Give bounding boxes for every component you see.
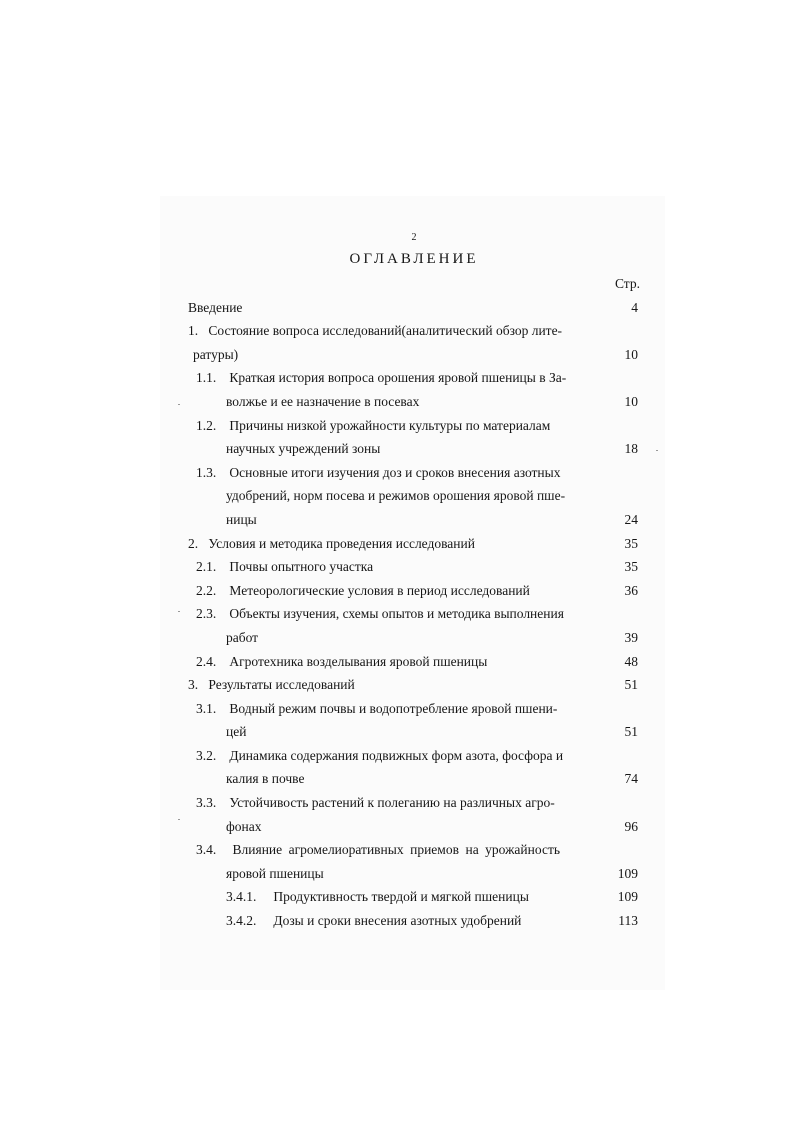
toc-entry-3-4 — [196, 842, 560, 858]
toc-entry-text: Краткая история вопроса орошения яровой пшеницы в За- — [229, 370, 567, 385]
toc-entry-number: 2.1. — [196, 559, 217, 574]
toc-entry-3-2-continuation — [226, 771, 304, 787]
toc-entry-text: Введение — [188, 300, 243, 315]
toc-entry-2 — [188, 536, 475, 552]
toc-entry-1-3-continuation — [226, 488, 565, 504]
toc-entry-3-4-continuation — [226, 866, 324, 882]
toc-entry-number: 3.1. — [196, 701, 217, 716]
toc-page-number: 51 — [624, 677, 638, 692]
toc-entry-text: научных учреждений зоны — [226, 441, 381, 456]
toc-entry-text: Продуктивность твердой и мягкой пшеницы — [273, 889, 529, 904]
toc-page-number: 10 — [624, 394, 638, 409]
toc-page-number: 36 — [624, 583, 638, 598]
toc-page-number: 74 — [624, 771, 638, 786]
toc-entry-text: Метеорологические условия в период исследований — [229, 583, 530, 598]
toc-entry-text: Причины низкой урожайности культуры по материалам — [229, 418, 551, 433]
toc-page-number: 48 — [624, 654, 638, 669]
toc-entry-text: Почвы опытного участка — [229, 559, 374, 574]
toc-entry-text: удобрений, норм посева и режимов орошения яровой пше- — [226, 488, 566, 503]
toc-entry-text: Состояние вопроса исследований(аналитический обзор лите- — [208, 323, 563, 338]
toc-entry-introduction — [188, 300, 242, 316]
toc-entry-number: 3.4. — [196, 842, 217, 857]
toc-entry-2-1 — [196, 559, 373, 575]
toc-entry-number: 2.2. — [196, 583, 217, 598]
toc-entry-number: 1.3. — [196, 465, 217, 480]
toc-entry-text: Основные итоги изучения доз и сроков внесения азотных — [229, 465, 561, 480]
toc-page-number: 96 — [624, 819, 638, 834]
toc-entry-3-4-1 — [226, 889, 529, 905]
toc-entry-3-1-continuation — [226, 724, 246, 740]
toc-page-number: 18 — [624, 441, 638, 456]
toc-entry-text: Объекты изучения, схемы опытов и методика выполнения — [229, 606, 564, 621]
toc-entry-number: 2.3. — [196, 606, 217, 621]
toc-entry-3-3-continuation — [226, 819, 261, 835]
toc-entry-1-2 — [196, 418, 550, 434]
toc-page-number: 4 — [631, 300, 638, 315]
toc-entry-2-3-continuation — [226, 630, 258, 646]
scan-speck — [656, 450, 658, 451]
toc-entry-1-continuation — [193, 347, 238, 363]
toc-entry-1 — [188, 323, 562, 339]
scan-speck — [178, 404, 180, 405]
toc-entry-3-4-2 — [226, 913, 521, 929]
toc-page-number: 10 — [624, 347, 638, 362]
toc-entry-number: 2.4. — [196, 654, 217, 669]
toc-entry-text: работ — [226, 630, 259, 645]
toc-entry-text: ратуры) — [193, 347, 239, 362]
toc-entry-text: Устойчивость растений к полеганию на различных агро- — [229, 795, 555, 810]
toc-entry-text: Дозы и сроки внесения азотных удобрений — [273, 913, 522, 928]
toc-entry-text: волжье и ее назначение в посевах — [226, 394, 420, 409]
toc-page-number: 113 — [618, 913, 638, 928]
toc-entry-text: Влияние агромелиоративных приемов на урожайность — [232, 842, 561, 857]
page-column-label: Стр. — [614, 276, 640, 291]
page-number: 2 — [411, 232, 417, 243]
scan-speck — [178, 611, 180, 612]
toc-page-number: 35 — [624, 536, 638, 551]
toc-page-number: 24 — [624, 512, 638, 527]
toc-entry-number: 3.4.2. — [226, 913, 257, 928]
toc-entry-number: 3.3. — [196, 795, 217, 810]
toc-entry-1-1-continuation — [226, 394, 419, 410]
toc-entry-text: Водный режим почвы и водопотребление яровой пшени- — [229, 701, 558, 716]
toc-entry-3-2 — [196, 748, 563, 764]
toc-page-number: 51 — [624, 724, 638, 739]
toc-entry-3 — [188, 677, 355, 693]
toc-entry-text: ницы — [226, 512, 257, 527]
toc-entry-number: 1.2. — [196, 418, 217, 433]
toc-page-number: 109 — [617, 866, 638, 881]
toc-entry-text: Агротехника возделывания яровой пшеницы — [229, 654, 488, 669]
toc-entry-number: 3.2. — [196, 748, 217, 763]
toc-entry-text: фонах — [226, 819, 262, 834]
toc-entry-text: Динамика содержания подвижных форм азота, фосфора и — [229, 748, 564, 763]
toc-page-number: 39 — [624, 630, 638, 645]
table-of-contents-title: ОГЛАВЛЕНИЕ — [349, 251, 479, 267]
toc-entry-2-4 — [196, 654, 487, 670]
toc-entry-number: 3.4.1. — [226, 889, 257, 904]
toc-entry-text: яровой пшеницы — [226, 866, 324, 881]
toc-page-number: 35 — [624, 559, 638, 574]
toc-entry-3-3 — [196, 795, 555, 811]
toc-entry-number: 3. — [188, 677, 199, 692]
toc-entry-text: калия в почве — [226, 771, 305, 786]
toc-entry-1-3 — [196, 465, 560, 481]
toc-entry-text: цей — [226, 724, 247, 739]
toc-entry-text: Условия и методика проведения исследований — [208, 536, 475, 551]
toc-entry-number: 1.1. — [196, 370, 217, 385]
scan-speck — [178, 819, 180, 820]
toc-entry-1-1 — [196, 370, 566, 386]
toc-entry-1-2-continuation — [226, 441, 380, 457]
toc-entry-number: 1. — [188, 323, 199, 338]
toc-entry-1-3-continuation — [226, 512, 257, 528]
toc-entry-text: Результаты исследований — [208, 677, 355, 692]
toc-page-number: 109 — [617, 889, 638, 904]
toc-entry-number: 2. — [188, 536, 199, 551]
toc-entry-2-3 — [196, 606, 564, 622]
toc-entry-2-2 — [196, 583, 530, 599]
toc-entry-3-1 — [196, 701, 557, 717]
